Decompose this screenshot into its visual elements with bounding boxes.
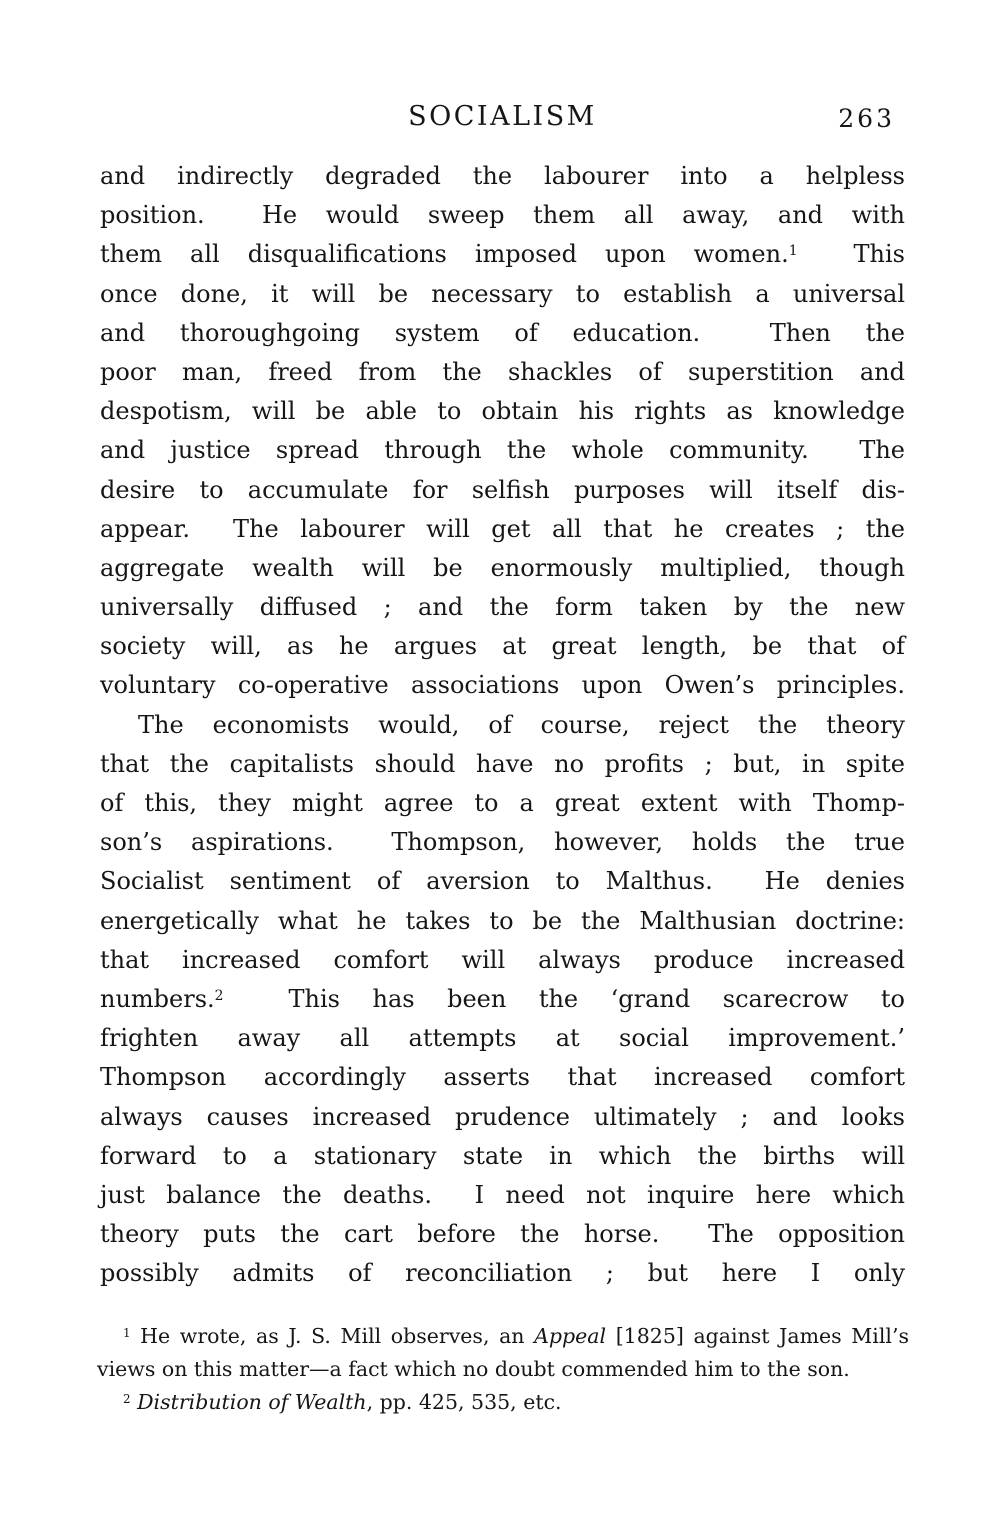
footnote-line	[97, 1353, 909, 1386]
text-line	[100, 1215, 905, 1254]
text-line	[100, 235, 905, 274]
text-run: poor man, freed from the shackles of superstition and	[100, 357, 905, 386]
text-line	[100, 941, 905, 980]
footnote-ref: 1	[123, 1325, 131, 1340]
text-line	[100, 1137, 905, 1176]
page-header	[100, 101, 905, 141]
text-run: forward to a stationary state in which the births will	[100, 1141, 905, 1170]
text-line	[100, 1098, 905, 1137]
running-head-title: SOCIALISM	[408, 101, 597, 132]
text-line	[100, 588, 905, 627]
text-line	[100, 1019, 905, 1058]
text-line	[100, 471, 905, 510]
text-line	[100, 392, 905, 431]
text-line	[100, 549, 905, 588]
text-run: desire to accumulate for selfish purposes will itself dis-	[100, 475, 905, 504]
text-run: despotism, will be able to obtain his rights as knowledge	[100, 397, 905, 426]
italic-text: Appeal	[534, 1324, 607, 1348]
text-line	[100, 902, 905, 941]
text-line	[100, 275, 905, 314]
text-run: energetically what he takes to be the Malthusian doctrine:	[100, 906, 905, 935]
italic-text: Distribution of Wealth	[137, 1390, 367, 1414]
text-line	[100, 706, 905, 745]
text-run: aggregate wealth will be enormously multiplied, though	[100, 553, 905, 582]
footnote-ref: 2	[123, 1391, 131, 1406]
text-run: and thoroughgoing system of education. Then the	[100, 318, 905, 347]
text-run: always causes increased prudence ultimately ; and looks	[100, 1102, 905, 1131]
text-run: position. He would sweep them all away, and with	[100, 201, 905, 230]
text-run: This	[797, 240, 905, 269]
text-run: universally diffused ; and the form taken by the new	[100, 593, 905, 622]
text-line	[100, 666, 905, 705]
text-line	[100, 431, 905, 470]
footnote-line	[97, 1386, 909, 1419]
text-run: society will, as he argues at great length, be that of	[100, 632, 905, 661]
footnote-ref: 2	[214, 987, 224, 1004]
text-line	[100, 745, 905, 784]
text-line	[100, 196, 905, 235]
text-run: numbers.	[100, 984, 215, 1013]
text-run: He wrote, as J. S. Mill observes, an	[130, 1324, 535, 1348]
text-line	[100, 980, 905, 1019]
text-run: and indirectly degraded the labourer into a helpless	[100, 162, 905, 190]
text-run: possibly admits of reconciliation ; but here I only	[100, 1259, 905, 1288]
text-run: [1825] against James Mill’s	[606, 1324, 909, 1348]
text-run: just balance the deaths. I need not inquire here which	[100, 1180, 905, 1209]
text-run: theory puts the cart before the horse. The opposition	[100, 1220, 905, 1249]
footnote-line	[97, 1320, 909, 1353]
text-run: Thompson accordingly asserts that increased comfort	[100, 1063, 905, 1092]
text-run: views on this matter—a fact which no doubt commended him to the son.	[97, 1357, 850, 1381]
text-line	[100, 353, 905, 392]
text-run: of this, they might agree to a great extent with Thomp-	[100, 789, 905, 817]
text-run: Socialist sentiment of aversion to Malthus. He denies	[100, 867, 905, 896]
footnotes	[97, 1320, 909, 1419]
text-line	[100, 823, 905, 862]
body-text	[100, 157, 905, 1293]
page-number: 263	[838, 104, 895, 133]
text-run: appear. The labourer will get all that he creates ; the	[100, 514, 905, 543]
text-run: son’s aspirations. Thompson, however, holds the true	[100, 828, 905, 857]
text-line	[100, 314, 905, 353]
text-line	[100, 784, 905, 823]
text-run: and justice spread through the whole community. The	[100, 436, 905, 465]
text-run: The economists would, of course, reject the theory	[138, 710, 905, 739]
text-line	[100, 510, 905, 549]
text-run: frighten away all attempts at social improvement.’	[100, 1024, 905, 1053]
text-line	[100, 862, 905, 901]
text-run: that increased comfort will always produce increased	[100, 945, 905, 974]
text-run: This has been the ‘grand scarecrow to	[223, 984, 905, 1013]
text-line	[100, 1058, 905, 1097]
text-run: them all disqualifications imposed upon women.	[100, 240, 789, 269]
text-run: voluntary co-operative associations upon Owen’s principles.	[100, 671, 905, 700]
text-line	[100, 1176, 905, 1215]
footnote-ref: 1	[788, 243, 798, 260]
text-line	[100, 1254, 905, 1293]
text-run: once done, it will be necessary to establish a universal	[100, 279, 905, 308]
text-run: that the capitalists should have no profits ; but, in spite	[100, 749, 905, 778]
text-line	[100, 627, 905, 666]
text-line	[100, 157, 905, 196]
text-run: , pp. 425, 535, etc.	[366, 1390, 562, 1414]
